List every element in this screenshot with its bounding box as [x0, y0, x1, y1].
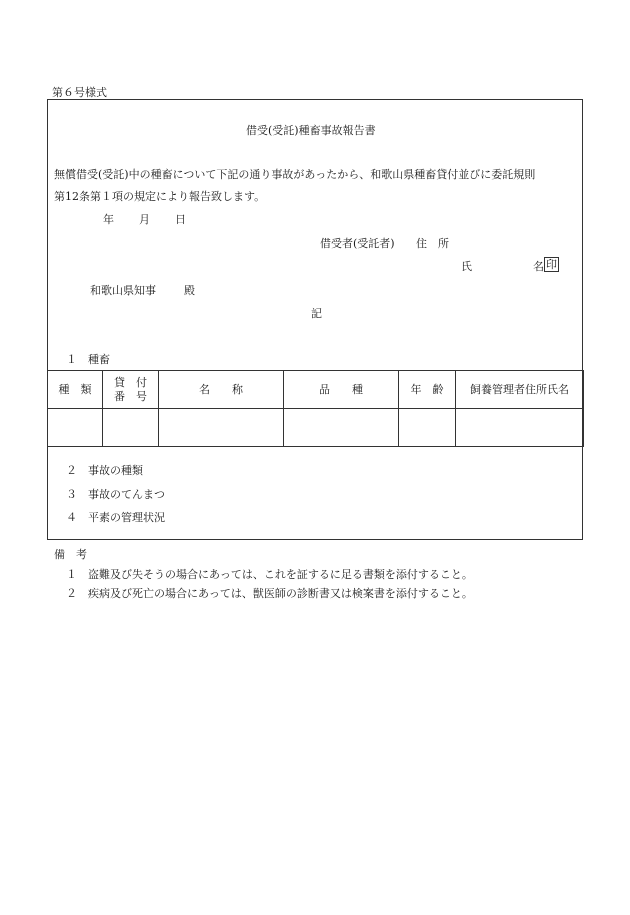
section-2-heading: ２ 事故の種類	[66, 464, 143, 477]
header-number-label: 番 号	[114, 389, 147, 403]
body-line-1: 無償借受(受託)中の種畜について下記の通り事故があったから、和歌山県種畜貸付並びに委託規則	[54, 168, 536, 181]
header-manager: 飼養管理者住所氏名	[456, 371, 584, 409]
recipient-honorific: 殿	[184, 284, 195, 297]
note-item: ２ 疾病及び死亡の場合にあっては、獣医師の診断書又は検案書を添付すること。	[66, 587, 473, 600]
header-age: 年 齢	[399, 371, 456, 409]
address-label: 住 所	[416, 237, 449, 250]
table-row	[48, 409, 584, 447]
table-cell	[456, 409, 584, 447]
section-3-heading: ３ 事故のてんまつ	[66, 488, 165, 501]
header-breed: 品 種	[284, 371, 399, 409]
name-label-2: 名	[533, 260, 544, 273]
header-loan-label: 貸 付	[114, 375, 147, 389]
table-cell	[399, 409, 456, 447]
header-type: 種 類	[48, 371, 103, 409]
table-cell	[159, 409, 284, 447]
date-month: 月	[139, 213, 150, 226]
header-loan-number	[103, 371, 159, 409]
ki-heading: 記	[311, 307, 322, 320]
seal-mark: 印	[546, 258, 557, 271]
date-day: 日	[175, 213, 186, 226]
section-4-heading: ４ 平素の管理状況	[66, 511, 165, 524]
livestock-table	[47, 370, 584, 447]
table-cell	[284, 409, 399, 447]
notes-heading: 備 考	[54, 548, 87, 561]
date-year: 年	[103, 213, 114, 226]
form-title: 借受(受託)種畜事故報告書	[246, 124, 376, 137]
body-line-2: 第12条第１項の規定により報告致します。	[54, 190, 266, 203]
section-1-heading: １ 種畜	[66, 353, 110, 366]
name-label-1: 氏	[461, 260, 472, 273]
note-item: １ 盗難及び失そうの場合にあっては、これを証するに足る書類を添付すること。	[66, 568, 473, 581]
recipient-name: 和歌山県知事	[90, 284, 156, 297]
header-name: 名 称	[159, 371, 284, 409]
table-cell	[48, 409, 103, 447]
table-header-row	[48, 371, 584, 409]
table-cell	[103, 409, 159, 447]
applicant-role: 借受者(受託者)	[320, 237, 395, 250]
form-number: 第６号様式	[52, 86, 107, 99]
